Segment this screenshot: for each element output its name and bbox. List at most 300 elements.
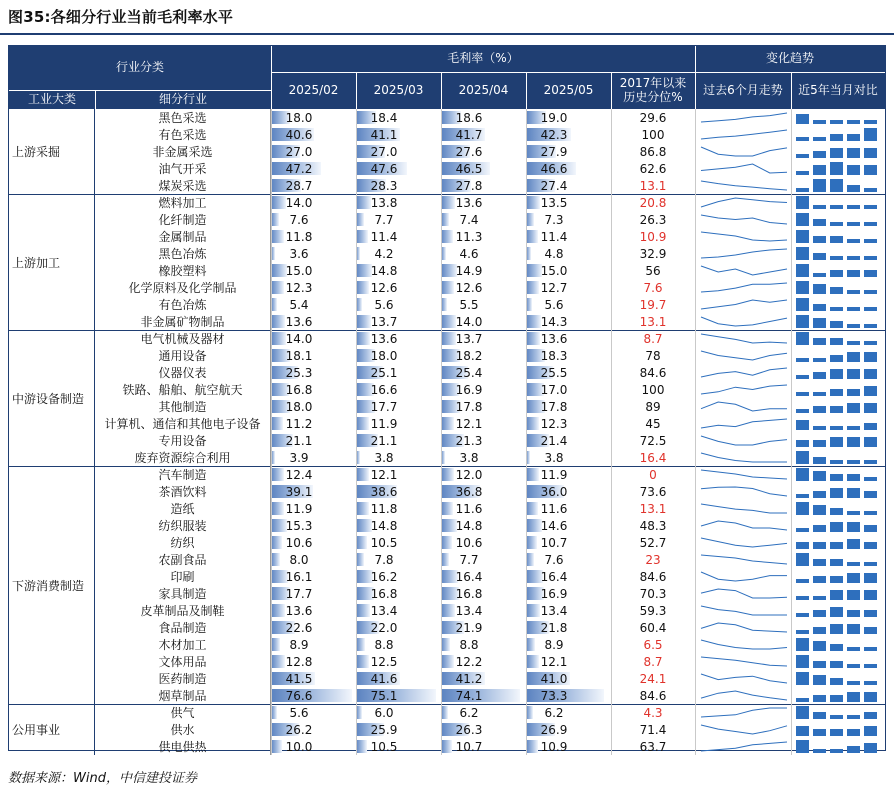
yoy-bar bbox=[864, 120, 877, 124]
yoy-bar bbox=[847, 474, 860, 481]
margin-cell bbox=[441, 415, 526, 432]
cell-divider bbox=[526, 228, 527, 245]
cell-divider bbox=[526, 466, 527, 483]
table-row bbox=[9, 585, 885, 602]
yoy-bars bbox=[793, 484, 883, 499]
sparkline-path bbox=[701, 249, 787, 258]
cell-divider bbox=[791, 738, 792, 755]
percentile-value: 48.3 bbox=[639, 518, 667, 533]
margin-value: 14.6 bbox=[540, 518, 568, 533]
percentile-value: 100 bbox=[641, 127, 665, 142]
cell-divider bbox=[695, 347, 696, 364]
cell-divider bbox=[441, 517, 442, 534]
margin-cell bbox=[526, 177, 611, 194]
margin-cell bbox=[526, 279, 611, 296]
yoy-bar bbox=[813, 165, 826, 175]
margin-cell bbox=[356, 364, 441, 381]
sparkline-path bbox=[701, 674, 787, 683]
margin-value: 17.8 bbox=[455, 399, 483, 414]
margin-cell bbox=[526, 449, 611, 466]
header-divider bbox=[356, 72, 357, 109]
margin-cell bbox=[526, 602, 611, 619]
sparkline bbox=[697, 671, 791, 686]
cell-divider bbox=[271, 381, 272, 398]
percentile-value: 13.1 bbox=[639, 178, 667, 193]
cell-divider bbox=[271, 517, 272, 534]
table-row bbox=[9, 279, 885, 296]
yoy-bar bbox=[847, 590, 860, 600]
cell-divider bbox=[695, 585, 696, 602]
yoy-bar bbox=[847, 352, 860, 362]
percentile-value: 13.1 bbox=[639, 501, 667, 516]
cell-divider bbox=[791, 279, 792, 296]
margin-cell bbox=[441, 160, 526, 177]
margin-cell bbox=[526, 364, 611, 381]
yoy-bar bbox=[864, 324, 877, 328]
margin-cell bbox=[356, 126, 441, 143]
header-divider bbox=[441, 72, 442, 109]
margin-value: 14.8 bbox=[455, 518, 483, 533]
sub-industry: 黑色采选 bbox=[95, 109, 271, 126]
cell-divider bbox=[791, 517, 792, 534]
cell-divider bbox=[695, 432, 696, 449]
margin-cell bbox=[271, 602, 356, 619]
sparkline bbox=[697, 195, 791, 210]
cell-divider bbox=[695, 704, 696, 721]
cell-divider bbox=[441, 619, 442, 636]
margin-value: 10.7 bbox=[540, 535, 568, 550]
cell-divider bbox=[611, 194, 612, 211]
table-row bbox=[9, 483, 885, 500]
table-row bbox=[9, 602, 885, 619]
margin-cell bbox=[271, 738, 356, 755]
cell-divider bbox=[611, 432, 612, 449]
margin-cell bbox=[441, 296, 526, 313]
header-percentile-line2: 历史分位% bbox=[623, 89, 683, 104]
yoy-bar bbox=[830, 644, 843, 651]
margin-value: 41.2 bbox=[455, 671, 483, 686]
yoy-bar bbox=[796, 420, 809, 430]
cell-divider bbox=[271, 415, 272, 432]
yoy-bar bbox=[847, 324, 860, 328]
yoy-bar bbox=[830, 307, 843, 311]
yoy-bar bbox=[813, 627, 826, 634]
yoy-bar bbox=[830, 624, 843, 634]
yoy-bar bbox=[813, 318, 826, 328]
header-sub: 细分行业 bbox=[95, 90, 271, 109]
percentile-value: 8.7 bbox=[643, 331, 663, 346]
margin-cell bbox=[356, 194, 441, 211]
margin-value: 10.6 bbox=[455, 535, 483, 550]
cell-divider bbox=[611, 602, 612, 619]
margin-value: 14.3 bbox=[540, 314, 568, 329]
sub-industry: 燃料加工 bbox=[95, 194, 271, 211]
yoy-bar bbox=[847, 185, 860, 192]
cell-divider bbox=[356, 551, 357, 568]
sparkline-path bbox=[701, 657, 787, 666]
cell-divider bbox=[271, 636, 272, 653]
yoy-bar bbox=[813, 273, 826, 277]
yoy-bars bbox=[793, 331, 883, 346]
sparkline-path bbox=[701, 555, 787, 564]
yoy-bar bbox=[847, 403, 860, 413]
margin-cell bbox=[526, 636, 611, 653]
margin-value: 13.5 bbox=[540, 195, 568, 210]
cell-divider bbox=[611, 517, 612, 534]
cell-divider bbox=[791, 653, 792, 670]
cell-divider bbox=[611, 585, 612, 602]
yoy-bar bbox=[864, 491, 877, 498]
margin-value: 11.8 bbox=[370, 501, 398, 516]
margin-value: 11.9 bbox=[285, 501, 313, 516]
margin-value: 38.6 bbox=[370, 484, 398, 499]
yoy-bar bbox=[796, 596, 809, 600]
yoy-bar bbox=[813, 137, 826, 141]
header-month-3: 2025/04 bbox=[441, 72, 526, 109]
sparkline bbox=[697, 620, 791, 635]
margin-cell bbox=[356, 687, 441, 704]
yoy-bar bbox=[847, 573, 860, 583]
cell-divider bbox=[441, 466, 442, 483]
table-row bbox=[9, 449, 885, 466]
percentile-value: 7.6 bbox=[643, 280, 663, 295]
cell-divider bbox=[356, 228, 357, 245]
margin-value: 18.4 bbox=[370, 110, 398, 125]
header-industry-class: 行业分类 bbox=[9, 46, 271, 90]
cell-divider bbox=[526, 330, 527, 347]
cell-divider bbox=[611, 126, 612, 143]
yoy-bar bbox=[830, 369, 843, 379]
cell-divider bbox=[791, 534, 792, 551]
cell-divider bbox=[611, 381, 612, 398]
yoy-bar bbox=[796, 281, 809, 294]
cell-divider bbox=[441, 109, 442, 126]
cell-divider bbox=[695, 279, 696, 296]
margin-value: 18.0 bbox=[370, 348, 398, 363]
cell-divider bbox=[695, 211, 696, 228]
margin-cell bbox=[441, 109, 526, 126]
yoy-bar bbox=[830, 715, 843, 719]
sub-industry: 非金属采选 bbox=[95, 143, 271, 160]
cell-divider bbox=[441, 449, 442, 466]
margin-value: 11.9 bbox=[540, 467, 568, 482]
sparkline-path bbox=[701, 130, 787, 139]
margin-value: 3.6 bbox=[289, 246, 309, 261]
sub-industry: 纺织 bbox=[95, 534, 271, 551]
sparkline bbox=[697, 178, 791, 193]
sparkline bbox=[697, 263, 791, 278]
cell-divider bbox=[271, 177, 272, 194]
sparkline-path bbox=[701, 402, 787, 411]
sparkline bbox=[697, 331, 791, 346]
sparkline-path bbox=[701, 623, 787, 632]
cell-divider bbox=[271, 245, 272, 262]
margin-value: 6.2 bbox=[544, 705, 564, 720]
cell-divider bbox=[271, 568, 272, 585]
sub-industry: 其他制造 bbox=[95, 398, 271, 415]
margin-cell bbox=[356, 704, 441, 721]
margin-value: 11.6 bbox=[455, 501, 483, 516]
yoy-bar bbox=[847, 270, 860, 277]
margin-value: 41.7 bbox=[455, 127, 483, 142]
yoy-bar bbox=[796, 188, 809, 192]
cell-divider bbox=[611, 551, 612, 568]
margin-value: 7.6 bbox=[289, 212, 309, 227]
margin-value: 27.4 bbox=[540, 178, 568, 193]
yoy-bar bbox=[864, 341, 877, 345]
margin-value: 26.3 bbox=[455, 722, 483, 737]
sub-industry: 医药制造 bbox=[95, 670, 271, 687]
margin-cell bbox=[271, 109, 356, 126]
margin-value: 18.2 bbox=[455, 348, 483, 363]
table-row bbox=[9, 228, 885, 245]
margin-value: 4.6 bbox=[459, 246, 479, 261]
cell-divider bbox=[791, 313, 792, 330]
margin-cell bbox=[526, 466, 611, 483]
cell-divider bbox=[526, 653, 527, 670]
margin-value: 41.5 bbox=[285, 671, 313, 686]
yoy-bar bbox=[847, 148, 860, 158]
percentile-value: 84.6 bbox=[639, 569, 667, 584]
cell-divider bbox=[441, 398, 442, 415]
yoy-bar bbox=[847, 426, 860, 430]
margin-cell bbox=[356, 670, 441, 687]
yoy-bar bbox=[847, 222, 860, 226]
margin-value: 39.1 bbox=[285, 484, 313, 499]
yoy-bar bbox=[847, 256, 860, 260]
cell-divider bbox=[356, 534, 357, 551]
sparkline-path bbox=[701, 317, 787, 326]
margin-value: 27.8 bbox=[455, 178, 483, 193]
yoy-bar bbox=[813, 253, 826, 260]
cell-divider bbox=[356, 619, 357, 636]
margin-value: 10.6 bbox=[285, 535, 313, 550]
margin-cell bbox=[356, 551, 441, 568]
sub-industry: 油气开采 bbox=[95, 160, 271, 177]
table-row bbox=[9, 534, 885, 551]
cell-divider bbox=[356, 262, 357, 279]
cell-divider bbox=[695, 245, 696, 262]
cell-divider bbox=[441, 296, 442, 313]
major-category: 上游采掘 bbox=[9, 109, 95, 194]
sparkline bbox=[697, 501, 791, 516]
margin-value: 10.5 bbox=[370, 739, 398, 754]
source-note: 数据来源：Wind，中信建投证券 bbox=[8, 771, 197, 786]
margin-cell bbox=[526, 194, 611, 211]
cell-divider bbox=[271, 211, 272, 228]
cell-divider bbox=[441, 738, 442, 755]
margin-cell bbox=[356, 245, 441, 262]
yoy-bar bbox=[864, 256, 877, 260]
margin-cell bbox=[356, 296, 441, 313]
sparkline bbox=[697, 365, 791, 380]
yoy-bar bbox=[864, 477, 877, 481]
sparkline-path bbox=[701, 521, 787, 530]
yoy-bars bbox=[793, 671, 883, 686]
margin-value: 16.8 bbox=[285, 382, 313, 397]
margin-value: 41.0 bbox=[540, 671, 568, 686]
cell-divider bbox=[791, 687, 792, 704]
cell-divider bbox=[441, 721, 442, 738]
yoy-bars bbox=[793, 416, 883, 431]
sparkline-path bbox=[701, 266, 787, 275]
margin-cell bbox=[271, 653, 356, 670]
cell-divider bbox=[271, 670, 272, 687]
yoy-bar bbox=[796, 553, 809, 566]
cell-divider bbox=[611, 245, 612, 262]
cell-divider bbox=[356, 160, 357, 177]
yoy-bar bbox=[847, 290, 860, 294]
margin-value: 11.9 bbox=[370, 416, 398, 431]
sparkline bbox=[697, 569, 791, 584]
cell-divider bbox=[526, 262, 527, 279]
cell-divider bbox=[271, 738, 272, 755]
yoy-bar bbox=[830, 522, 843, 532]
cell-divider bbox=[356, 109, 357, 126]
cell-divider bbox=[695, 653, 696, 670]
cell-divider bbox=[441, 313, 442, 330]
table-row bbox=[9, 466, 885, 483]
margin-cell bbox=[356, 568, 441, 585]
cell-divider bbox=[791, 449, 792, 466]
sub-industry: 造纸 bbox=[95, 500, 271, 517]
margin-value: 11.3 bbox=[455, 229, 483, 244]
margin-value: 40.6 bbox=[285, 127, 313, 142]
margin-cell bbox=[271, 262, 356, 279]
margin-value: 26.2 bbox=[285, 722, 313, 737]
margin-value: 16.6 bbox=[370, 382, 398, 397]
sparkline-path bbox=[701, 419, 787, 428]
margin-cell bbox=[271, 636, 356, 653]
yoy-bar bbox=[864, 460, 877, 464]
yoy-bars bbox=[793, 501, 883, 516]
margin-value: 21.9 bbox=[455, 620, 483, 635]
sparkline bbox=[697, 654, 791, 669]
margin-cell bbox=[441, 381, 526, 398]
margin-value: 25.3 bbox=[285, 365, 313, 380]
cell-divider bbox=[356, 347, 357, 364]
margin-cell bbox=[271, 228, 356, 245]
margin-value: 14.0 bbox=[285, 195, 313, 210]
sparkline-path bbox=[701, 198, 787, 207]
margin-cell bbox=[526, 381, 611, 398]
yoy-bar bbox=[864, 562, 877, 566]
margin-value: 12.4 bbox=[285, 467, 313, 482]
margin-cell bbox=[526, 653, 611, 670]
margin-cell bbox=[526, 704, 611, 721]
margin-value: 27.0 bbox=[370, 144, 398, 159]
margin-value: 16.4 bbox=[540, 569, 568, 584]
cell-divider bbox=[611, 347, 612, 364]
header-divider bbox=[95, 90, 96, 109]
sub-industry: 仪器仪表 bbox=[95, 364, 271, 381]
cell-divider bbox=[271, 551, 272, 568]
yoy-bar bbox=[864, 692, 877, 702]
margin-cell bbox=[441, 466, 526, 483]
yoy-bar bbox=[864, 307, 877, 311]
margin-cell bbox=[526, 126, 611, 143]
margin-value: 41.1 bbox=[370, 127, 398, 142]
header-month-2: 2025/03 bbox=[356, 72, 441, 109]
cell-divider bbox=[271, 483, 272, 500]
yoy-bar bbox=[864, 423, 877, 430]
margin-value: 12.1 bbox=[455, 416, 483, 431]
header-spark: 过去6个月走势 bbox=[695, 72, 791, 109]
cell-divider bbox=[271, 398, 272, 415]
sub-industry: 橡胶塑料 bbox=[95, 262, 271, 279]
cell-divider bbox=[611, 687, 612, 704]
cell-divider bbox=[611, 619, 612, 636]
cell-divider bbox=[695, 296, 696, 313]
yoy-bars bbox=[793, 314, 883, 329]
margin-cell bbox=[356, 500, 441, 517]
cell-divider bbox=[695, 143, 696, 160]
sparkline bbox=[697, 739, 791, 754]
cell-divider bbox=[611, 636, 612, 653]
cell-divider bbox=[441, 262, 442, 279]
cell-divider bbox=[526, 415, 527, 432]
yoy-bar bbox=[830, 508, 843, 515]
margin-value: 3.9 bbox=[289, 450, 309, 465]
yoy-bar bbox=[830, 729, 843, 736]
cell-divider bbox=[356, 330, 357, 347]
margin-value: 5.4 bbox=[289, 297, 309, 312]
yoy-bar bbox=[847, 488, 860, 498]
sparkline-path bbox=[701, 572, 787, 581]
margin-cell bbox=[271, 500, 356, 517]
yoy-bars bbox=[793, 603, 883, 618]
margin-value: 21.4 bbox=[540, 433, 568, 448]
yoy-bars bbox=[793, 620, 883, 635]
sub-industry: 农副食品 bbox=[95, 551, 271, 568]
yoy-bars bbox=[793, 263, 883, 278]
sparkline bbox=[697, 297, 791, 312]
sparkline bbox=[697, 688, 791, 703]
margin-value: 10.0 bbox=[285, 739, 313, 754]
margin-value: 21.3 bbox=[455, 433, 483, 448]
yoy-bars bbox=[793, 467, 883, 482]
percentile-value: 23 bbox=[645, 552, 661, 567]
margin-value: 75.1 bbox=[370, 688, 398, 703]
yoy-bar bbox=[796, 655, 809, 668]
header-month-4: 2025/05 bbox=[526, 72, 611, 109]
yoy-bar bbox=[813, 471, 826, 481]
yoy-bar bbox=[847, 539, 860, 549]
yoy-bar bbox=[864, 128, 877, 141]
cell-divider bbox=[356, 126, 357, 143]
percentile-value: 20.8 bbox=[639, 195, 667, 210]
margin-cell bbox=[441, 126, 526, 143]
margin-cell bbox=[271, 177, 356, 194]
sparkline bbox=[697, 467, 791, 482]
margin-cell bbox=[271, 160, 356, 177]
cell-divider bbox=[695, 602, 696, 619]
margin-value: 19.0 bbox=[540, 110, 568, 125]
yoy-bar bbox=[813, 596, 826, 600]
cell-divider bbox=[441, 687, 442, 704]
margin-value: 13.4 bbox=[370, 603, 398, 618]
cell-divider bbox=[695, 568, 696, 585]
margin-cell bbox=[356, 449, 441, 466]
cell-divider bbox=[791, 619, 792, 636]
yoy-bars bbox=[793, 297, 883, 312]
yoy-bar bbox=[864, 664, 877, 668]
cell-divider bbox=[271, 432, 272, 449]
margin-value: 14.8 bbox=[370, 263, 398, 278]
cell-divider bbox=[791, 228, 792, 245]
margin-cell bbox=[356, 143, 441, 160]
percentile-value: 26.3 bbox=[639, 212, 667, 227]
